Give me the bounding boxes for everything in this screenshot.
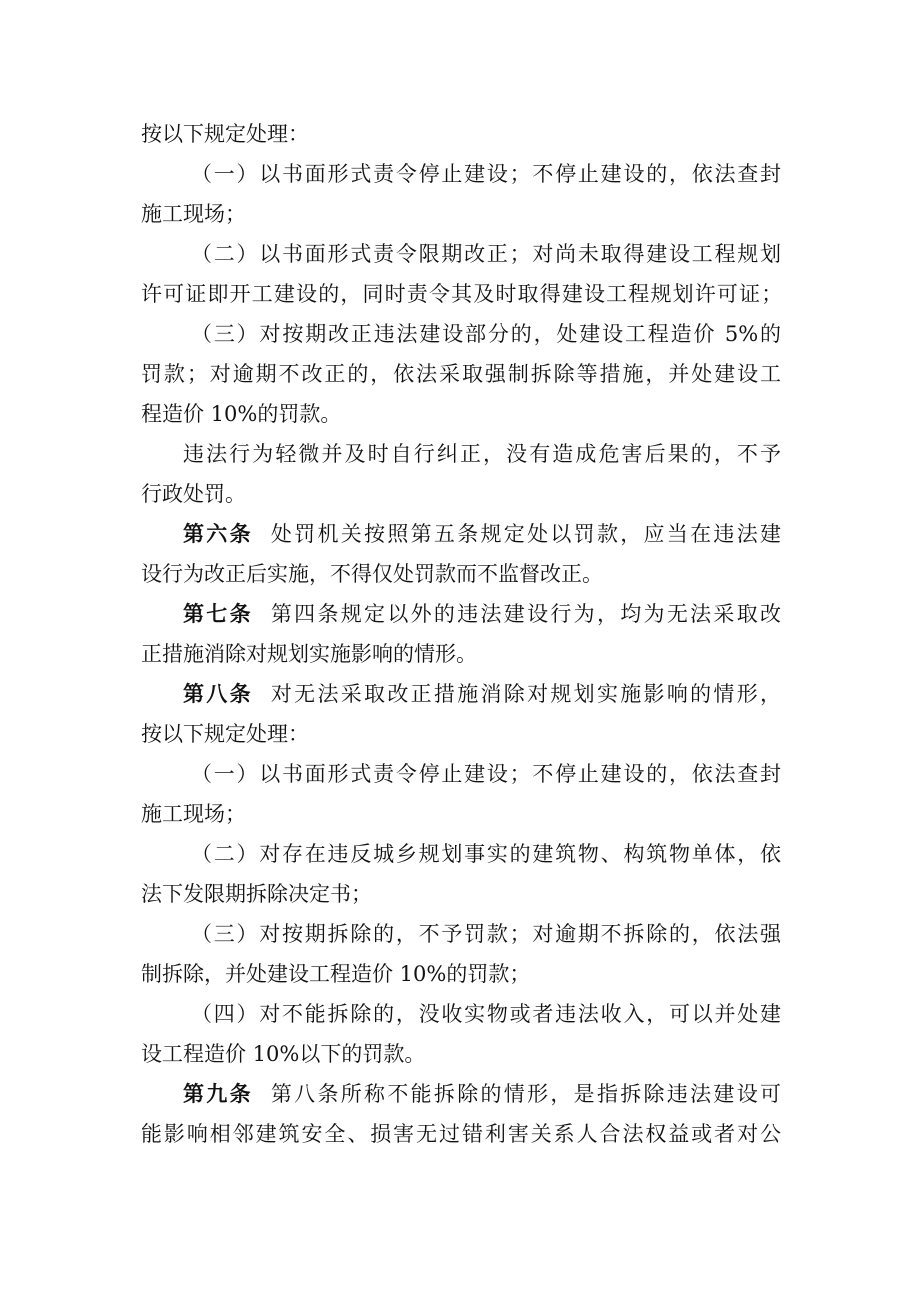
paragraph-line: 设行为改正后实施，不得仅处罚款而不监督改正。 [141,562,603,586]
paragraph-line: （三）对按期改正违法建设部分的，处建设工程造价 5%的 [191,322,781,346]
paragraph-line: （一）以书面形式责令停止建设；不停止建设的，依法查封 [191,162,781,186]
article-text: 第八条所称不能拆除的情形，是指拆除违法建设可 [270,1082,781,1106]
article-line [141,674,781,714]
article-text: 第四条规定以外的违法建设行为，均为无法采取改 [270,602,781,626]
article-line [141,514,781,554]
paragraph-line: 制拆除，并处建设工程造价 10%的罚款； [141,962,531,986]
paragraph-line: 许可证即开工建设的，同时责令其及时取得建设工程规划许可证； [141,282,781,306]
paragraph-line: （三）对按期拆除的，不予罚款；对逾期不拆除的，依法强 [191,922,781,946]
paragraph-line: 罚款；对逾期不改正的，依法采取强制拆除等措施，并处建设工 [141,362,781,386]
paragraph-line: （二）以书面形式责令限期改正；对尚未取得建设工程规划 [191,242,781,266]
paragraph-line: 法下发限期拆除决定书； [141,882,372,906]
article-line [141,1074,781,1114]
paragraph-line: 正措施消除对规划实施影响的情形。 [141,642,477,666]
article-number: 第八条 [183,682,253,706]
paragraph-line: 按以下规定处理： [141,722,309,746]
paragraph-line: （一）以书面形式责令停止建设；不停止建设的，依法查封 [191,762,781,786]
article-text: 处罚机关按照第五条规定处以罚款，应当在违法建 [270,522,781,546]
paragraph-line: 违法行为轻微并及时自行纠正，没有造成危害后果的，不予 [183,442,781,466]
paragraph-line: 能影响相邻建筑安全、损害无过错利害关系人合法权益或者对公 [141,1122,781,1146]
article-line [141,594,781,634]
article-text: 对无法采取改正措施消除对规划实施影响的情形， [270,682,781,706]
paragraph-line: （四）对不能拆除的，没收实物或者违法收入，可以并处建 [191,1002,781,1026]
paragraph-line: 设工程造价 10%以下的罚款。 [141,1042,426,1066]
paragraph-line: 施工现场； [141,202,246,226]
article-number: 第七条 [183,602,253,626]
paragraph-line: 行政处罚。 [141,482,246,506]
article-number: 第六条 [183,522,253,546]
paragraph-line: （二）对存在违反城乡规划事实的建筑物、构筑物单体，依 [191,842,781,866]
document-body [141,114,781,1154]
paragraph-line: 施工现场； [141,802,246,826]
article-number: 第九条 [183,1082,253,1106]
paragraph-line: 程造价 10%的罚款。 [141,402,342,426]
paragraph-line: 按以下规定处理： [141,122,309,146]
